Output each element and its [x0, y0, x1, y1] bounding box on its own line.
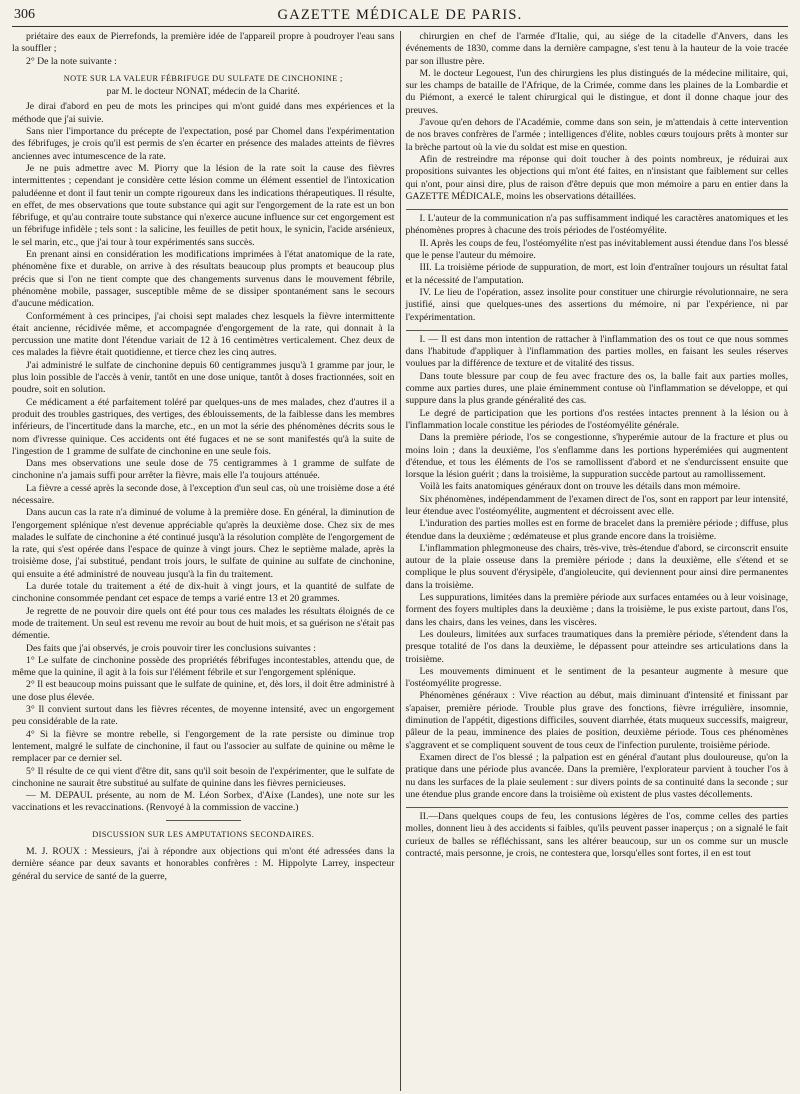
page-header [12, 6, 788, 27]
paragraph: Le degré de participation que les portions d'os restées intactes prennent à la lésion ou à l'inflammation locale constitue les périodes de l'ostéomyélite générale. [405, 407, 788, 431]
paragraph: Dans toute blessure par coup de feu avec fracture des os, la balle fait aux parties molles, comme aux parties dures, une plaie éminemment contuse où l'inflammation se développe, et qui suppure dans la plus grande généralité des cas. [405, 370, 788, 407]
section-heading: DISCUSSION SUR LES AMPUTATIONS SECONDAIRES. [92, 829, 315, 839]
paragraph: L'inflammation phlegmoneuse des chairs, très-vive, très-étendue d'abord, se circonscrit ensuite autour de la plaie osseuse dans la première période ; dans la deuxième, elle s'étend et se complique le plus souvent d'érysipèle, d'angioleucite, qui deviennent pour ainsi dire permanentes dans la troisième. [405, 542, 788, 591]
paragraph: M. le docteur Legouest, l'un des chirurgiens les plus distingués de la médecine militaire, qui, sur les champs de bataille de l'Afrique, de la Crimée, comme dans les plaines de la Lombardie et du Piémont, a exercé le talent chirurgical qui le distingue, et dont il donne chaque jour des preuves. [405, 67, 788, 116]
paragraph: Phénomènes généraux : Vive réaction au début, mais diminuant d'intensité et finissant par s'apaiser, première période. Trouble plus grave des fonctions, fièvre irrégulière, insomnie, diminution de l'appétit, digestions difficiles, souvent diarrhée, états muqueux successifs, maigreur, pâleur de la peau, imminence des plaies de position, deuxième période. Tous ces phénomènes s'aggravent et se compliquent souvent de tous ceux de l'infection purulente, troisième période. [405, 690, 788, 751]
paragraph: 3° Il convient surtout dans les fièvres récentes, de moyenne intensité, avec un engorgement peu considérable de la rate. [12, 704, 395, 728]
paragraph: Les mouvements diminuent et le sentiment de la pesanteur augmente à mesure que l'ostéomyélite progresse. [405, 665, 788, 690]
paragraph: Je ne puis admettre avec M. Piorry que la lésion de la rate soit la cause des fièvres intermittentes ; cependant je considère cette lésion comme un élément essentiel de l'intoxication paludéenne et dont il faut tenir un compte rigoureux dans les indications thérapeutiques. Il résulte, en effet, de mes observations que toute substance qui agit sur l'engorgement de la rate est un bon fébrifuge, et qu'au contraire toute substance qui n'exerce aucune influence sur cet engorgement est un fébrifuge infidèle ; tels sont : la salicine, les feuilles de petit houx, le synicin, l'acide arsénieux, le sel marin, etc., que j'ai tour à tour expérimentés sans succès. [12, 162, 395, 248]
paragraph: Conformément à ces principes, j'ai choisi sept malades chez lesquels la fièvre intermittente était ancienne, récidivée même, et accompagnée d'engorgement de la rate, qui donnait à la percussion une matite dont l'étendue variait de 12 à 16 centimètres verticalement. Chez deux de ces malades la fièvre était quotidienne, et tierce chez les cinq autres. [12, 310, 395, 359]
paragraph: Les douleurs, limitées aux surfaces traumatiques dans la première période, s'étendent dans la presque totalité de l'os dans la deuxième, le dépassent pour atteindre ses articulations dans la troisième. [405, 628, 788, 665]
paragraph: Afin de restreindre ma réponse qui doit toucher à des points nombreux, je réduirai aux propositions suivantes les objections qui m'ont été faites, en n'insistant que faiblement sur celles qui n'ont, pour ainsi dire, plus de raison d'être depuis que mon mémoire a paru en entier dans la GAZETTE MÉDICALE, moins les observations détaillées. [405, 153, 788, 202]
paragraph: Dans mes observations une seule dose de 75 centigrammes à 1 gramme de sulfate de cinchonine n'a jamais suffi pour arrêter la fièvre, mais elle l'a toujours atténuée. [12, 458, 395, 482]
paragraph: M. J. ROUX : Messieurs, j'ai à répondre aux objections qui m'ont été adressées dans la dernière séance par deux savants et honorables confrères : M. Hippolyte Larrey, inspecteur général du service de santé de la guerre, [12, 846, 395, 882]
paragraph: Des faits que j'ai observés, je crois pouvoir tirer les conclusions suivantes : [26, 642, 316, 654]
paragraph: chirurgien en chef de l'armée d'Italie, qui, au siége de la citadelle d'Anvers, dans les événements de 1830, comme dans la dernière campagne, s'est tenu à la hauteur de la voie tracée par son illustre père. [405, 31, 788, 67]
paragraph: J'ai administré le sulfate de cinchonine depuis 60 centigrammes jusqu'à 1 gramme par jour, le plus loin possible de l'accès à venir, tantôt en une dose unique, tantôt à doses fractionnées, soit en poudre, soit en solution. [12, 359, 395, 396]
paragraph: Les suppurations, limitées dans la première période aux surfaces entamées ou à leur voisinage, forment des foyers multiples dans la deuxième ; dans la troisième, le pus existe partout, dans l'os, dans les chairs, dans les veines, dans les viscères. [405, 592, 788, 628]
separator-rule [406, 330, 789, 331]
paragraph: Ce médicament a été parfaitement toléré par quelques-uns de mes malades, chez d'autres il a produit des troubles gastriques, des vertiges, des éblouissements, de la faiblesse dans les membres inférieurs, de l'incertitude dans la marche, etc., en un mot la série des phénomènes décrits sous le nom d'ivresse quinique. Ces accidents ont été fugaces et ne se sont manifestés qu'à la suite de l'ingestion de 1 gramme de sulfate de cinchonine en une seule fois. [12, 396, 395, 457]
paragraph: La durée totale du traitement a été de dix-huit à vingt jours, et la quantité de sulfate de cinchonine consommée pendant cet espace de temps a varié entre 13 et 20 grammes. [12, 581, 395, 605]
paragraph: J'avoue qu'en dehors de l'Académie, comme dans son sein, je m'attendais à cette intervention de nos braves confrères de l'armée ; intelligences d'élite, nobles cœurs toujours prêts à monter sur la brèche partout où la vie du soldat est mise en question. [405, 117, 788, 153]
paragraph: I. L'auteur de la communication n'a pas suffisamment indiqué les caractères anatomiques et les phénomènes propres à chacune des trois périodes de l'ostéomyélite. [405, 213, 788, 237]
paragraph: Je regrette de ne pouvoir dire quels ont été pour tous ces malades les résultats éloignés de ce mode de traitement. Un seul est revenu me revoir au bout de huit mois, et sa guérison ne s'était pas démentie. [12, 605, 395, 642]
separator-rule [166, 820, 241, 821]
paragraph: Je dirai d'abord en peu de mots les principes qui m'ont guidé dans mes expériences et la méthode que j'ai suivie. [12, 101, 395, 125]
paragraph: 2° De la note suivante : [26, 55, 117, 67]
columns [12, 31, 788, 1091]
paragraph: 2° Il est beaucoup moins puissant que le sulfate de quinine, et, dès lors, il doit être administré à une dose plus élevée. [12, 679, 395, 703]
paragraph: II. Après les coups de feu, l'ostéomyélite n'est pas inévitablement aussi étendue dans l'os blessé que le pense l'auteur du mémoire. [405, 237, 788, 262]
paragraph: III. La troisième période de suppuration, de mort, est loin d'entraîner toujours un résultat fatal et la nécessité de l'amputation. [405, 262, 788, 286]
paragraph: L'induration des parties molles est en forme de bracelet dans la première période ; diffuse, plus étendue dans la deuxième ; œdémateuse et plus grande encore dans la troisième. [405, 518, 788, 542]
paragraph: II.—Dans quelques coups de feu, les contusions légères de l'os, comme celles des parties molles, donnent lieu à des accidents si faibles, qu'ils peuvent passer inaperçus ; on a signalé le fait curieux de balles se réfléchissant, sans les altérer beaucoup, sur un os comme sur un muscle contracté, mais personne, je crois, ne contestera que, lorsqu'elles sont fortes, il en est tout [405, 811, 788, 859]
paragraph: 5° Il résulte de ce qui vient d'être dit, sans qu'il soit besoin de l'expérimenter, que le sulfate de cinchonine ne saurait être substitué au sulfate de quinine dans les fièvres pernicieuses. [12, 765, 395, 789]
journal-title: GAZETTE MÉDICALE DE PARIS. [277, 7, 523, 23]
right-column [401, 31, 789, 1091]
paragraph: Sans nier l'importance du précepte de l'expectation, posé par Chomel dans l'expérimentation des fébrifuges, je crois qu'il est permis de s'en écarter en présence des malades atteints de fièvres anciennes avec intumescence de la rate. [12, 126, 395, 162]
byline: par M. le docteur NONAT, médecin de la Charité. [106, 86, 300, 98]
section-heading: NOTE SUR LA VALEUR FÉBRIFUGE DU SULFATE DE CINCHONINE ; [63, 73, 343, 83]
paragraph: La fièvre a cessé après la seconde dose, à l'exception d'un seul cas, où une troisième dose a été nécessaire. [12, 482, 395, 506]
paragraph: Dans la première période, l'os se congestionne, s'hyperémie autour de la fracture et plus ou moins loin ; dans la deuxième, l'os s'enflamme dans les portions hyperémiées qui augmentent d'étendue, et tous les éléments de l'os se ramollissent d'abord et ne s'endurcissent ensuite que lorsque la lésion guérit ; dans la troisième, la suppuration succède partout au ramollissement. [405, 432, 788, 481]
paragraph: Voilà les faits anatomiques généraux dont on trouve les détails dans mon mémoire. [419, 481, 741, 493]
separator-rule [406, 209, 789, 210]
paragraph: En prenant ainsi en considération les modifications imprimées à l'état anatomique de la rate, phénomène fixe et durable, on arrive à des résultats beaucoup plus prompts et beaucoup plus précis que si l'on ne tient compte que des changements survenus dans le mouvement fébrile, phénomène mobile, passager, susceptible même de se dissiper spontanément sans le secours d'aucune médication. [12, 249, 395, 310]
paragraph: 1° Le sulfate de cinchonine possède des propriétés fébrifuges incontestables, attendu que, de même que la quinine, il agit à la fois sur l'élément fébrile et sur l'engorgement splénique. [12, 654, 395, 679]
paragraph: I. — Il est dans mon intention de rattacher à l'inflammation des os tout ce que nous sommes dans l'habitude d'appliquer à l'inflammation des parties molles, en faisant les seules réserves voulues par la différence de texture et de vitalité des tissus. [405, 333, 788, 370]
paragraph: priétaire des eaux de Pierrefonds, la première idée de l'appareil propre à poudroyer l'eau sans la souffler ; [12, 31, 395, 55]
paragraph: — M. DEPAUL présente, au nom de M. Léon Sorbex, d'Aixe (Landes), une note sur les vaccinations et les revaccinations. (Renvoyé à la commission de vaccine.) [12, 790, 395, 814]
paragraph: 4° Si la fièvre se montre rebelle, si l'engorgement de la rate persiste ou diminue trop lentement, malgré le sulfate de cinchonine, il faut ou l'associer au sulfate de quinine ou même le remplacer par ce dernier sel. [12, 728, 395, 765]
paragraph: IV. Le lieu de l'opération, assez insolite pour constituer une chirurgie révolutionnaire, ne sera justifié, ainsi que quelques-unes des assertions du mémoire, ni par l'expérience, ni par l'expérimentation. [405, 286, 788, 323]
paragraph: Six phénomènes, indépendamment de l'examen direct de l'os, sont en rapport par leur intensité, leur étendue avec l'ostéomyélite, augmentent et décroissent avec elle. [405, 493, 788, 517]
separator-rule [406, 807, 789, 808]
page-number: 306 [14, 7, 35, 22]
paragraph: Dans aucun cas la rate n'a diminué de volume à la première dose. En général, la diminution de l'engorgement splénique n'est devenue appréciable qu'après la deuxième dose. Chez six de mes malades le sulfate de cinchonine a été continué jusqu'à la résolution complète de l'engorgement de la rate, qui s'est opérée dans l'espace de quinze à vingt jours. Chez le septième malade, après la troisième dose, j'ai substitué, pendant trois jours, le sulfate de quinine au sulfate de cinchonine, qui ensuite a été administré de nouveau jusqu'à la fin du traitement. [12, 507, 395, 580]
left-column [12, 31, 400, 1091]
paragraph: Examen direct de l'os blessé ; la palpation est en général d'autant plus douloureuse, qu'on la pratique dans une période plus avancée. Dans la première, l'explorateur parvient à toucher l'os à nu dans les surfaces de la plaie seulement : sur divers points de sa continuité dans la seconde ; sur une étendue plus grande encore dans la troisième où existent de plus vastes décollements. [405, 751, 788, 800]
